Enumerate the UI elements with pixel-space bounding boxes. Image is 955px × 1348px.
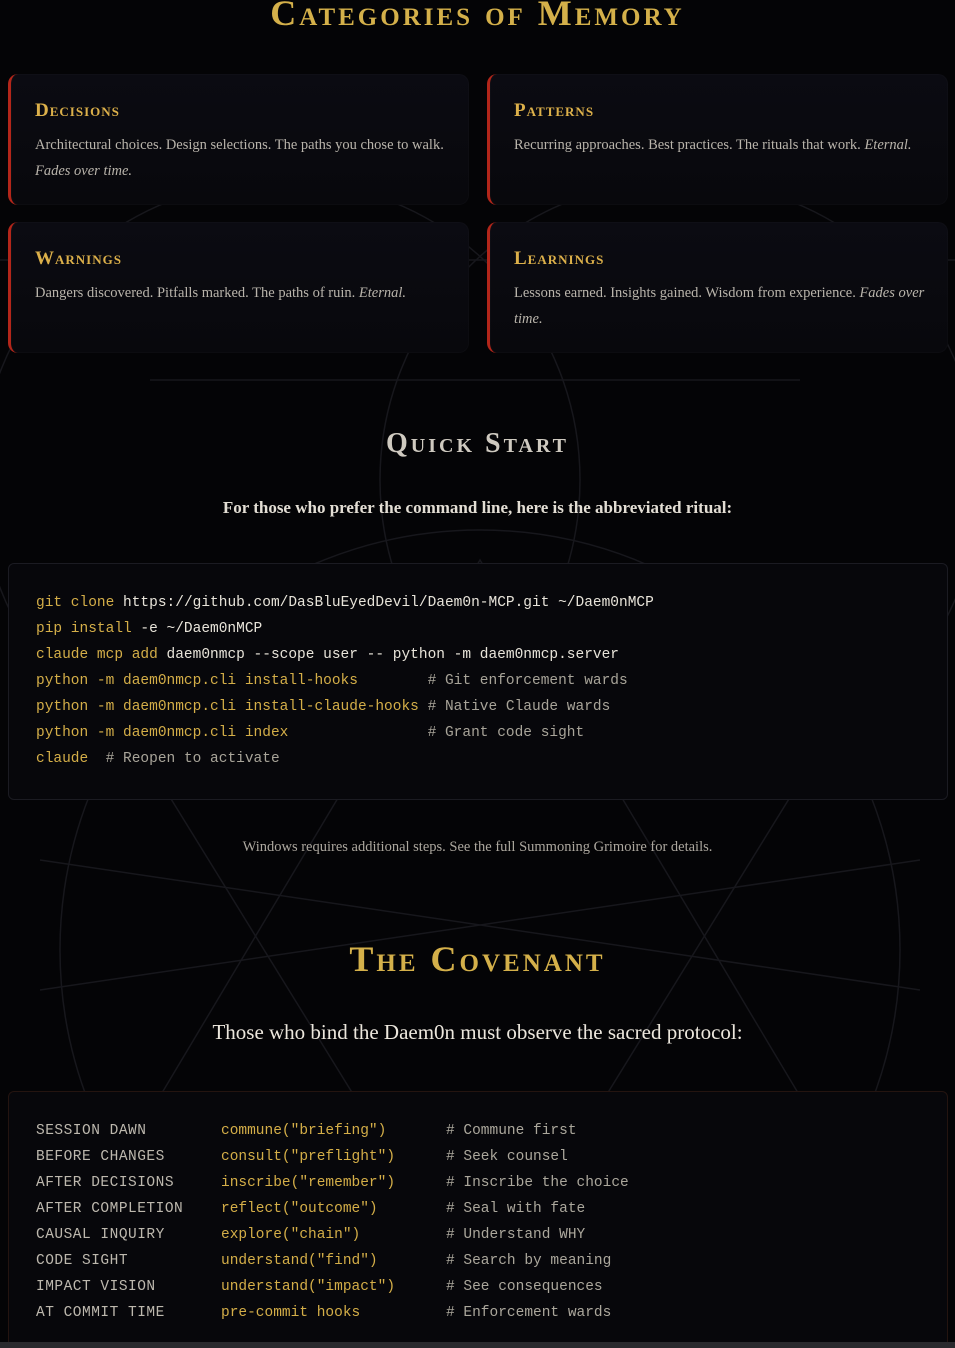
- code-command: git clone: [36, 595, 115, 611]
- protocol-call: consult("preflight"): [221, 1149, 396, 1165]
- covenant-protocol-block[interactable]: [8, 1091, 948, 1348]
- protocol-call: commune("briefing"): [221, 1123, 387, 1139]
- protocol-comment: # Seal with fate: [446, 1201, 586, 1217]
- code-command: claude mcp add: [36, 647, 158, 663]
- protocol-row: [36, 1274, 947, 1300]
- protocol-comment: # Understand WHY: [446, 1227, 586, 1243]
- protocol-call: reflect("outcome"): [221, 1201, 378, 1217]
- protocol-phase: AFTER DECISIONS: [36, 1175, 175, 1191]
- card-desc-text: Architectural choices. Design selections. The paths you chose to walk.: [35, 137, 444, 153]
- card-description: [35, 132, 449, 184]
- card-description: [35, 280, 449, 306]
- covenant-title: The Covenant: [349, 939, 606, 979]
- protocol-comment: # See consequences: [446, 1279, 603, 1295]
- protocol-row: [36, 1248, 947, 1274]
- protocol-phase: AFTER COMPLETION: [36, 1201, 184, 1217]
- code-command: claude: [36, 751, 89, 767]
- protocol-call: pre-commit hooks: [221, 1305, 361, 1321]
- protocol-call: inscribe("remember"): [221, 1175, 396, 1191]
- card-description: [514, 280, 928, 332]
- protocol-row: [36, 1222, 947, 1248]
- code-comment: # Git enforcement wards: [427, 673, 628, 689]
- protocol-row: [36, 1170, 947, 1196]
- card-description: [514, 132, 928, 158]
- protocol-comment: # Seek counsel: [446, 1149, 568, 1165]
- code-line: [36, 642, 947, 668]
- protocol-row: [36, 1196, 947, 1222]
- horizontal-scrollbar[interactable]: [0, 1342, 955, 1348]
- protocol-phase: CAUSAL INQUIRY: [36, 1227, 165, 1243]
- quick-start-title: Quick Start: [386, 428, 569, 459]
- windows-note: Windows requires additional steps. See the full Summoning Grimoire for details.: [242, 839, 713, 855]
- card-patterns: [487, 74, 948, 205]
- quick-start-subtitle: For those who prefer the command line, here is the abbreviated ritual:: [222, 498, 733, 517]
- card-desc-text: Lessons earned. Insights gained. Wisdom from experience.: [514, 285, 860, 301]
- quick-start-code-block[interactable]: [8, 563, 948, 800]
- code-comment: # Grant code sight: [427, 725, 585, 741]
- code-comment: # Native Claude wards: [427, 699, 611, 715]
- code-args: [88, 751, 105, 767]
- categories-title: Categories of Memory: [270, 0, 685, 33]
- code-line: [36, 720, 947, 746]
- card-warnings: [8, 222, 469, 353]
- code-args: [358, 673, 428, 689]
- code-args: -e ~/Daem0nMCP: [131, 621, 263, 637]
- card-learnings: [487, 222, 948, 353]
- protocol-phase: SESSION DAWN: [36, 1123, 147, 1139]
- code-line: [36, 590, 947, 616]
- protocol-call: understand("impact"): [221, 1279, 396, 1295]
- code-args: [288, 725, 427, 741]
- code-command: python -m daem0nmcp.cli install-hooks: [36, 673, 358, 689]
- protocol-row: [36, 1144, 947, 1170]
- code-command: python -m daem0nmcp.cli install-claude-hooks: [36, 699, 419, 715]
- card-decisions: [8, 74, 469, 205]
- code-comment: # Reopen to activate: [105, 751, 280, 767]
- code-line: [36, 694, 947, 720]
- card-title: Warnings: [35, 248, 122, 269]
- code-line: [36, 668, 947, 694]
- protocol-row: [36, 1118, 947, 1144]
- protocol-phase: AT COMMIT TIME: [36, 1305, 165, 1321]
- code-args: https://github.com/DasBluEyedDevil/Daem0n-MCP.git ~/Daem0nMCP: [114, 595, 654, 611]
- protocol-phase: CODE SIGHT: [36, 1253, 129, 1269]
- code-line: [36, 616, 947, 642]
- code-command: python -m daem0nmcp.cli index: [36, 725, 289, 741]
- card-title: Decisions: [35, 100, 120, 121]
- card-fade-note: Fades over time.: [514, 285, 925, 327]
- code-command: pip install: [36, 621, 132, 637]
- code-args: daem0nmcp --scope user -- python -m daem0nmcp.server: [157, 647, 620, 663]
- card-title: Patterns: [514, 100, 595, 121]
- protocol-row: [36, 1300, 947, 1326]
- protocol-call: explore("chain"): [221, 1227, 361, 1243]
- card-desc-text: Recurring approaches. Best practices. The rituals that work.: [514, 137, 865, 153]
- card-fade-note: Eternal.: [864, 137, 912, 153]
- card-title: Learnings: [514, 248, 605, 269]
- code-line: [36, 746, 947, 772]
- covenant-subtitle: Those who bind the Daem0n must observe the sacred protocol:: [212, 1020, 743, 1044]
- protocol-comment: # Inscribe the choice: [446, 1175, 629, 1191]
- protocol-phase: BEFORE CHANGES: [36, 1149, 165, 1165]
- code-args: [419, 699, 428, 715]
- protocol-phase: IMPACT VISION: [36, 1279, 156, 1295]
- card-fade-note: Eternal.: [358, 285, 407, 301]
- protocol-comment: # Commune first: [446, 1123, 577, 1139]
- protocol-call: understand("find"): [221, 1253, 378, 1269]
- protocol-comment: # Enforcement wards: [446, 1305, 612, 1321]
- card-fade-note: Fades over time.: [35, 163, 133, 179]
- card-desc-text: Dangers discovered. Pitfalls marked. The paths of ruin.: [35, 285, 359, 301]
- protocol-comment: # Search by meaning: [446, 1253, 612, 1269]
